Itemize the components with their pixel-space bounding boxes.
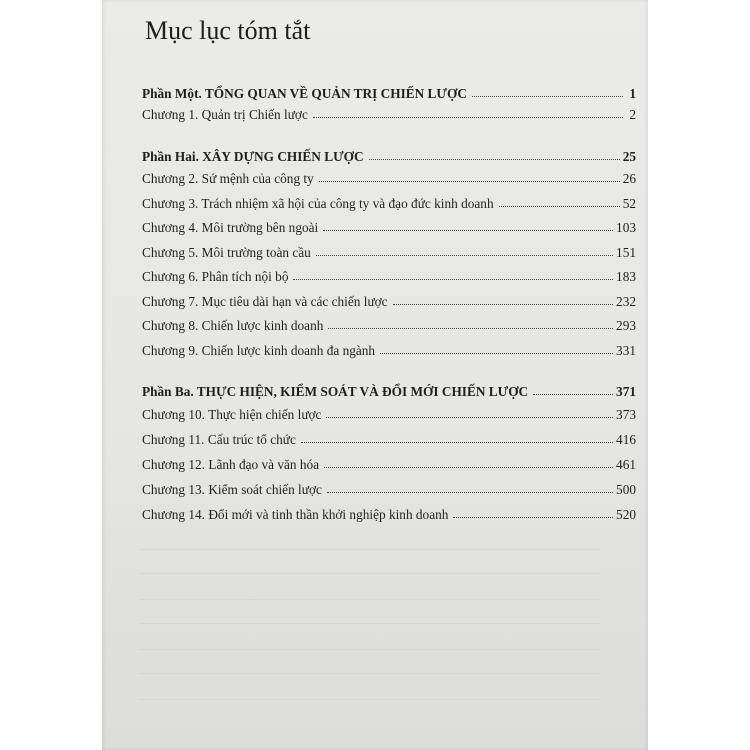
toc-chapter-entry: [142, 263, 636, 285]
bleed-through-line: [140, 598, 600, 600]
toc-page-number: 2: [629, 107, 636, 122]
toc-entry-label: Chương 14. Đổi mới và tinh thần khởi nghiệp kinh doanh: [142, 507, 449, 522]
dot-leader: [327, 492, 613, 493]
toc-page-number: 1: [629, 86, 636, 101]
dot-leader: [393, 304, 613, 305]
toc-entry-label: Chương 13. Kiểm soát chiến lược: [142, 482, 322, 497]
toc-page-number: 26: [622, 171, 636, 186]
toc-entry-label: Chương 10. Thực hiện chiến lược: [142, 407, 322, 422]
bleed-through-line: [140, 698, 600, 700]
dot-leader: [380, 353, 613, 354]
bleed-through-line: [140, 572, 600, 574]
toc-page-number: 371: [616, 384, 636, 399]
dot-leader: [453, 517, 613, 518]
toc-chapter-entry: [142, 190, 636, 212]
toc-part-entry: [142, 378, 636, 400]
toc-chapter-entry: [142, 214, 636, 236]
toc-entry-label: Chương 3. Trách nhiệm xã hội của công ty và đạo đức kinh doanh: [142, 196, 494, 211]
dot-leader: [323, 230, 613, 231]
toc-chapter-entry: [142, 451, 636, 473]
toc-page-number: 520: [616, 507, 636, 522]
bleed-through-line: [140, 648, 600, 650]
toc-page-number: 183: [616, 269, 636, 284]
toc-page-number: 373: [616, 407, 636, 422]
dot-leader: [326, 417, 613, 418]
toc-chapter-entry: [142, 312, 636, 334]
dot-leader: [533, 394, 613, 395]
toc-page-number: 461: [616, 457, 636, 472]
dot-leader: [328, 328, 613, 329]
toc-entry-label: Chương 7. Mục tiêu dài hạn và các chiến lược: [142, 294, 388, 309]
bleed-through-line: [140, 672, 600, 674]
dot-leader: [499, 206, 620, 207]
toc-chapter-entry: [142, 337, 636, 359]
toc-chapter-entry: [142, 501, 636, 523]
toc-page-number: 151: [616, 245, 636, 260]
toc-page-number: 232: [616, 294, 636, 309]
toc-chapter-entry: [142, 288, 636, 310]
toc-entry-label: Phần Hai. XÂY DỰNG CHIẾN LƯỢC: [142, 149, 364, 164]
toc-page-number: 52: [622, 196, 636, 211]
dot-leader: [313, 117, 623, 118]
toc-entry-label: Phần Một. TỔNG QUAN VỀ QUẢN TRỊ CHIẾN LƯỢC: [142, 86, 467, 101]
toc-entry-label: Chương 5. Môi trường toàn cầu: [142, 245, 311, 260]
toc-part-entry: [142, 80, 636, 102]
toc-chapter-entry: [142, 101, 636, 123]
toc-chapter-entry: [142, 426, 636, 448]
toc-chapter-entry: [142, 239, 636, 261]
toc-entry-label: Chương 12. Lãnh đạo và văn hóa: [142, 457, 320, 472]
dot-leader: [319, 181, 620, 182]
page-title: Mục lục tóm tắt: [145, 16, 311, 45]
toc-entry-label: Chương 2. Sứ mệnh của công ty: [142, 171, 314, 186]
toc-entry-label: Chương 6. Phân tích nội bộ: [142, 269, 289, 284]
toc-chapter-entry: [142, 165, 636, 187]
toc-entry-label: Chương 11. Cấu trúc tổ chức: [142, 432, 296, 447]
dot-leader: [316, 255, 613, 256]
toc-entry-label: Chương 9. Chiến lược kinh doanh đa ngành: [142, 343, 376, 358]
dot-leader: [301, 442, 613, 443]
dot-leader: [293, 279, 613, 280]
toc-entry-label: Phần Ba. THỰC HIỆN, KIỂM SOÁT VÀ ĐỔI MỚI CHIẾN LƯỢC: [142, 384, 529, 399]
toc-page-number: 331: [616, 343, 636, 358]
toc-page-number: 293: [616, 318, 636, 333]
toc-entry-label: Chương 8. Chiến lược kinh doanh: [142, 318, 324, 333]
dot-leader: [369, 159, 620, 160]
dot-leader: [472, 96, 623, 97]
toc-entry-label: Chương 4. Môi trường bên ngoài: [142, 220, 319, 235]
bleed-through-line: [140, 548, 600, 550]
toc-chapter-entry: [142, 401, 636, 423]
toc-page-number: 416: [616, 432, 636, 447]
toc-entry-label: Chương 1. Quản trị Chiến lược: [142, 107, 308, 122]
dot-leader: [324, 467, 613, 468]
toc-page-number: 103: [616, 220, 636, 235]
toc-page-number: 500: [616, 482, 636, 497]
toc-chapter-entry: [142, 476, 636, 498]
bleed-through-line: [140, 622, 600, 624]
toc-part-entry: [142, 143, 636, 165]
toc-page-number: 25: [622, 149, 636, 164]
